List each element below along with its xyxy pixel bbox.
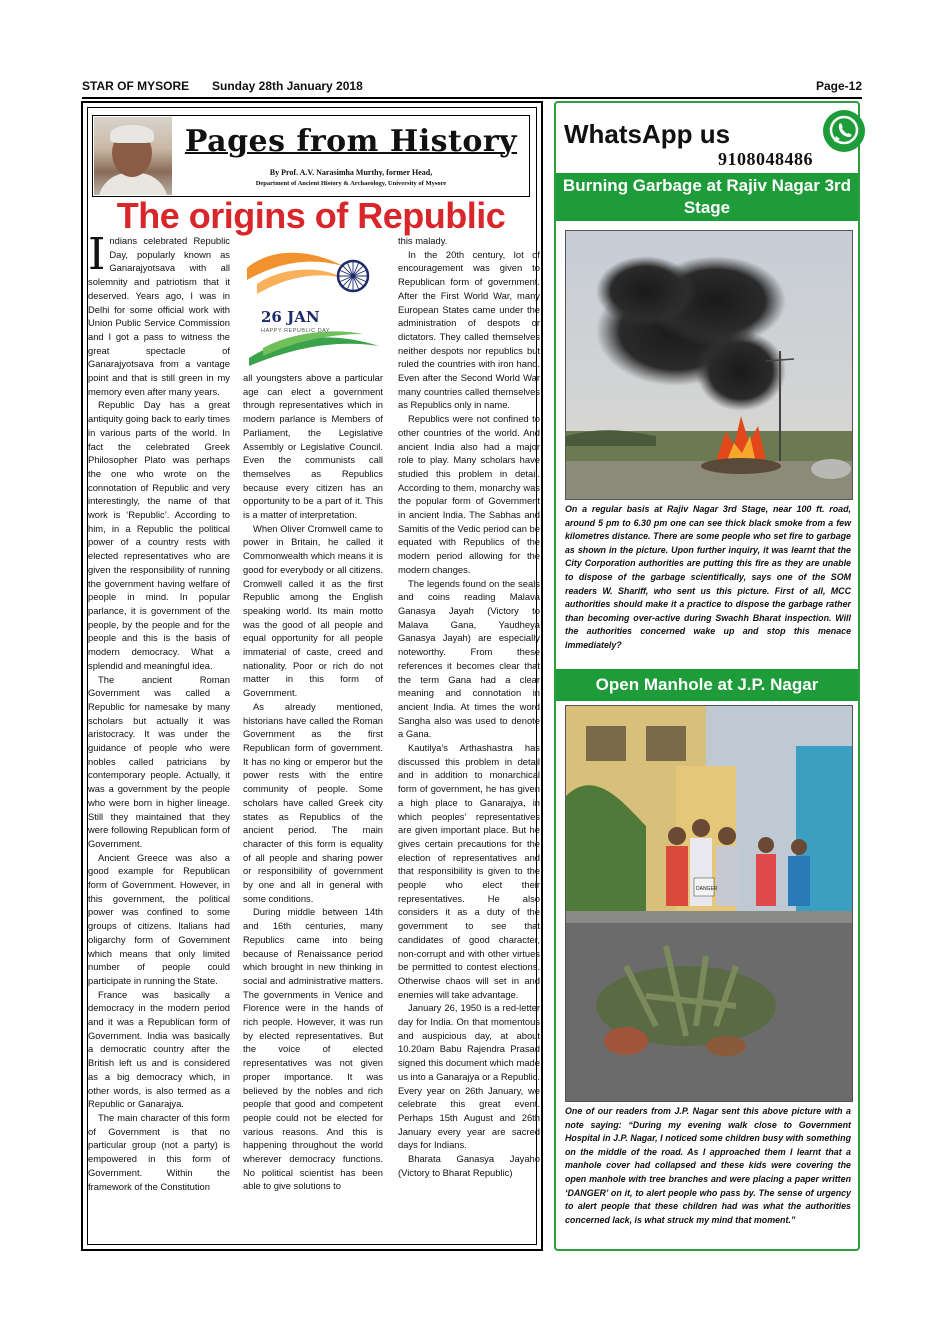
story1-caption: On a regular basis at Rajiv Nagar 3rd Stage, near 100 ft. road, around 5 pm to 6.30 pm one can see thick black smoke from a few kilometres distance. There are some people who set fire to garbage as shown in the picture. Upon further inquiry, it was learnt that the City Corporation authorities are putting this fire as they are unable to dispose of the garbage scientifically, says one of the SOM readers W. Shariff, who sent us this picture. First of all, MCC authorities should make it a practice to dispose the garbage rather than becoming over-active during Swachh Bharat inspection. Will the authorities concerned wake up and stop this menace immediately? [565,504,851,650]
whatsapp-title: WhatsApp us [564,119,731,149]
story1-headline: Burning Garbage at Rajiv Nagar 3rd Stage [556,173,858,221]
whatsapp-number: 9108048486 [718,149,813,169]
section-title: Pages from History [184,124,518,159]
author-portrait [94,117,172,195]
paragraph: this malady. [398,235,448,246]
paper-name: STAR OF MYSORE [82,79,190,93]
paragraph: Indians celebrated Republic Day, popularly known as Ganarajyotsava with all solemnity and patriotism that it deserved. Years ago, I was in Delhi for some official work with Union Public Service Commission and I got a pass to witness the great spectacle of Ganarajyotsava from a vantage point and that is still green in my memory even after many years. [88,229,230,397]
paragraph: Ancient Greece was also a good example for Republican form of Government. However, in this government, the political power was confined to some groups of citizens. Italians had oligarchy form of Government which means that only limited number of people could participate in running the State. [88,851,230,986]
danger-sign: DANGER [696,886,718,892]
paragraph: January 26, 1950 is a red-letter day for India. On that momentous and auspicious day, at about 10.20am Babu Rajendra Prasad signed this document which made us into a Ganarajya or a Republic. Every year on 26th January, we celebrate this great event. Perhaps 15th August and 26th January every year are sacred days for Indians. [398,1002,540,1151]
drop-cap: I [88,229,106,280]
open-manhole-photo [565,705,853,1102]
paragraph: Republics were not confined to other countries of the world. And ancient India also had a major role to play. Many scholars have studied this problem in detail. According to them, monarchy was the popular form of Government in ancient India. The Sabhas and Samitis of the Vedic period can be equated with Republics of the modern period allowing for the modern changes. [398,413,540,575]
byline: By Prof. A.V. Narasimha Murthy, former Head, [269,168,433,177]
paragraph: The ancient Roman Government was called a Republic for namesake by many scholars but actually it was aristocracy. It was under the guidance of people who were nobles called patricians by contemporary people. Actually, it was a government by the people who were born in higher lineage. Still they maintained that they were following Republican form of Government. [88,673,230,849]
article-column-2 [243,371,383,1246]
whatsapp-sidebar [554,101,860,1251]
masthead [82,77,862,99]
whatsapp-icon [822,109,866,153]
paragraph: France was basically a democracy in the modern period and it was a Republican form of Government. India was basically a democratic country after the British left us and is considered as a big democracy which, in other words, is also termed as a Republic or Ganarajya. [88,988,230,1110]
article-column-3 [398,234,540,1246]
story2-caption: One of our readers from J.P. Nagar sent this above picture with a note saying: “During my evening walk close to Government Hospital in J.P. Nagar, I noticed some children busy with something on the middle of the road. As I approached them I learnt that a manhole cover had collapsed and these kids were covering the open manhole with tree branches and were placing a paper written ‘DANGER’ on it, to alert people who pass by. The sense of urgency to alert people that these children had was what the authorities concerned lack, is what struck my mind that moment.” [565,1106,851,1225]
paragraph: Bharata Ganasya Jayaho (Victory to Bharat Republic) [398,1153,540,1178]
date-label: 26 JAN [261,308,320,326]
page-number: Page-12 [815,79,862,93]
republic-day-image [243,236,384,367]
article-column-1 [88,229,230,1246]
flag-ribbon-illustration [243,236,384,367]
paragraph: all youngsters above a particular age can elect a government through representatives which in modern parlance is Members of Parliament, the Legislative Assembly or Legislative Council. Even the communists call themselves as Republics because every citizen has an opportunity to be a part of it. This is a matter of interpretation. [243,372,383,521]
paragraph: During middle between 14th and 16th centuries, many Republics came into being because of Renaissance period which brought in new thinking in social and administrative matters. The governments in Venice and Florence were in the hands of rich people. However, it was run by elected representatives. But the voice of elected representatives was not given proper importance. It was believed by the nobles and rich people that good and competent people could not be elected for various reasons. And this is happening throughout the world wherever democracy functions. No political scientist has been able to give solutions to [243,906,383,1192]
paragraph: Kautilya’s Arthashastra has discussed this problem in detail and in addition to monarchical form of government, he has given a high place to Ganarajya, in which peoples’ representatives are given important place. But he gives certain precautions for the election of representatives and that responsibility is given to the people who elect their representatives. He also considers it as a duty of the government to see that candidates of good character, non-corrupt and with other virtues be permitted to contest elections. Otherwise chaos will set in and enemies will take advantage. [398,742,540,1000]
paragraph: As already mentioned, historians have called the Roman Government as the first Republican form of government. It has no king or emperor but the power rests with the entire community of people. Some scholars have called Greek city states as Republics of the ancient period. The main character of this form is equality of all people and sharing power or responsibility of government by one and all in general with some conditions. [243,700,383,904]
paragraph: Republic Day has a great antiquity going back to early times in various parts of the world. In fact the celebrated Greek Philosopher Plato was perhaps the one who wrote on the connotation of Republic and very interestingly, the name of that work is ‘Republic’. According to him, in a Republic the political power of a country rests with elected representatives who are given the responsibility of running the government having welfare of people in mind. In popular parlance, it is government of the people, by the people and for the people and this is the basis of modern democracy. What a splendid and meaningful idea. [88,399,230,671]
author-department: Department of Ancient History & Archaeology, University of Mysore [255,180,447,187]
paragraph: When Oliver Cromwell came to power in Britain, he called it Commonwealth which means it is good for everybody or all citizens. Cromwell called it as the first Republic among the English speaking world. Its main motto was the good of all people and equal opportunity for all people immaterial of caste, creed and nationality. Poor or rich do not matter in this form of Government. [243,522,383,699]
paragraph: The main character of this form of Government is that no particular group (not a party) is empowered in this form of Government. Within the framework of the Constitution [88,1112,230,1192]
column-header [92,115,530,197]
paragraph: In the 20th century, lot of encouragement was given to Republican form of government. After the First World War, many European States came under the administration of despots or dictators. They called themselves neither despots nor republics but ruled the countries with iron hand. Even after the Second World War many countries called themselves as Republics only in name. [398,248,540,411]
greeting-label: HAPPY REPUBLIC DAY [261,328,331,334]
issue-date: Sunday 28th January 2018 [212,79,363,93]
article-headline: The origins of Republic [116,195,506,236]
burning-garbage-photo [565,230,853,500]
story2-headline: Open Manhole at J.P. Nagar [556,669,858,701]
paragraph: The legends found on the seals and coins reading Malava Ganasya Jayah (Victory to Malava Gana, Yaudheya Ganasya Jayah) are especially noteworthy. From these references it becomes clear that the term Gana had a clear meaning and connotation in ancient India. At times the word Sangha also was used to denote a Gana. [398,577,540,740]
